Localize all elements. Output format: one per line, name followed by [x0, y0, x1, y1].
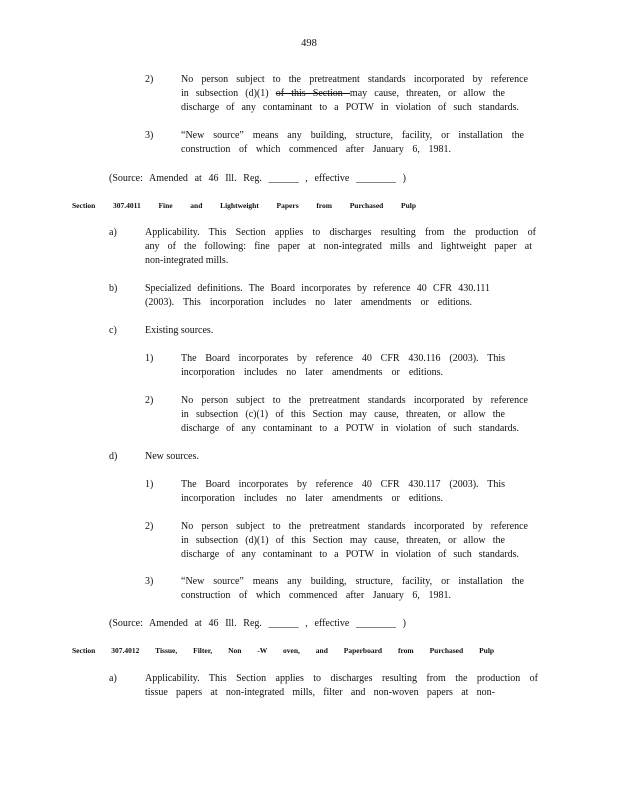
paragraph-line: “New source” means any building, structure, facility, or installation the [181, 576, 524, 587]
paragraph-line: tissue papers at non-integrated mills, filter and non-woven papers at non- [145, 687, 495, 698]
heading-word: Pulp [479, 646, 495, 655]
paragraph-line: construction of which commenced after January 6, 1981. [181, 144, 451, 155]
paragraph-line: incorporation includes no later amendments or editions. [181, 367, 443, 378]
heading-word: and [190, 201, 203, 210]
heading-word: Papers [276, 201, 299, 210]
paragraph-line: any of the following: fine paper at non-integrated mills and lightweight paper at [145, 241, 532, 252]
item-label: 2) [145, 521, 154, 532]
paragraph-line: Applicability. This Section applies to discharges resulting from the production of [145, 673, 538, 684]
paragraph-line: discharge of any contaminant to a POTW in violation of such standards. [181, 549, 519, 560]
subsection-title: New sources. [145, 451, 199, 462]
paragraph-line: The Board incorporates by reference 40 CFR 430.116 (2003). This [181, 353, 505, 364]
subsection-label: a) [109, 227, 117, 238]
heading-word: Pulp [401, 201, 417, 210]
paragraph-line: “New source” means any building, structure, facility, or installation the [181, 130, 524, 141]
heading-word: Section [72, 201, 96, 210]
paragraph-line: construction of which commenced after January 6, 1981. [181, 590, 451, 601]
paragraph-line: No person subject to the pretreatment standards incorporated by reference [181, 74, 528, 85]
paragraph-line: discharge of any contaminant to a POTW in violation of such standards. [181, 423, 519, 434]
section-heading [72, 200, 416, 212]
subsection-label: a) [109, 673, 117, 684]
text-segment: in subsection (d)(1) [181, 88, 276, 99]
paragraph-line: No person subject to the pretreatment standards incorporated by reference [181, 395, 528, 406]
section-heading [72, 645, 494, 657]
text-segment: may cause, threaten, or allow the [349, 88, 505, 99]
subsection-title: Existing sources. [145, 325, 214, 336]
heading-word: from [316, 201, 333, 210]
heading-word: Section [72, 646, 96, 655]
paragraph-line: incorporation includes no later amendments or editions. [181, 493, 443, 504]
heading-word: Fine [158, 201, 173, 210]
paragraph-line: in subsection (d)(1) of this Section may cause, threaten, or allow the [181, 535, 505, 546]
subsection-label: b) [109, 283, 118, 294]
heading-word: Filter, [193, 646, 213, 655]
paragraph-line: in subsection (c)(1) of this Section may cause, threaten, or allow the [181, 409, 505, 420]
paragraph-line: non-integrated mills. [145, 255, 229, 266]
heading-word: Paperboard [343, 646, 383, 655]
paragraph-line: Specialized definitions. The Board incorporates by reference 40 CFR 430.111 [145, 283, 490, 294]
struck-text: of this Section [275, 88, 350, 99]
heading-word: and [315, 646, 328, 655]
heading-word: Tissue, [155, 646, 178, 655]
paragraph-line: The Board incorporates by reference 40 CFR 430.117 (2003). This [181, 479, 505, 490]
heading-word: 307.4011 [113, 201, 141, 210]
item-label: 3) [145, 130, 154, 141]
item-label: 1) [145, 479, 154, 490]
item-label: 1) [145, 353, 154, 364]
item-label: 2) [145, 74, 154, 85]
heading-word: 307.4012 [111, 646, 140, 655]
subsection-label: d) [109, 451, 118, 462]
item-label: 3) [145, 576, 154, 587]
paragraph-line: (2003). This incorporation includes no later amendments or editions. [145, 297, 472, 308]
source-note: (Source: Amended at 46 Ill. Reg. ______ , effective ________ ) [109, 618, 406, 629]
paragraph-line: No person subject to the pretreatment standards incorporated by reference [181, 521, 528, 532]
heading-word: from [397, 646, 414, 655]
source-note: (Source: Amended at 46 Ill. Reg. ______ , effective ________ ) [109, 173, 406, 184]
heading-word: -W oven, [257, 646, 300, 655]
paragraph-line: discharge of any contaminant to a POTW in violation of such standards. [181, 102, 519, 113]
heading-word: Lightweight [220, 201, 259, 210]
item-label: 2) [145, 395, 154, 406]
page-number: 498 [301, 38, 317, 49]
subsection-label: c) [109, 325, 117, 336]
paragraph-line-with-strikeout [181, 87, 505, 100]
heading-word: Purchased [429, 646, 464, 655]
heading-word: Purchased [349, 201, 384, 210]
paragraph-line: Applicability. This Section applies to discharges resulting from the production of [145, 227, 536, 238]
heading-word: Non [228, 646, 242, 655]
